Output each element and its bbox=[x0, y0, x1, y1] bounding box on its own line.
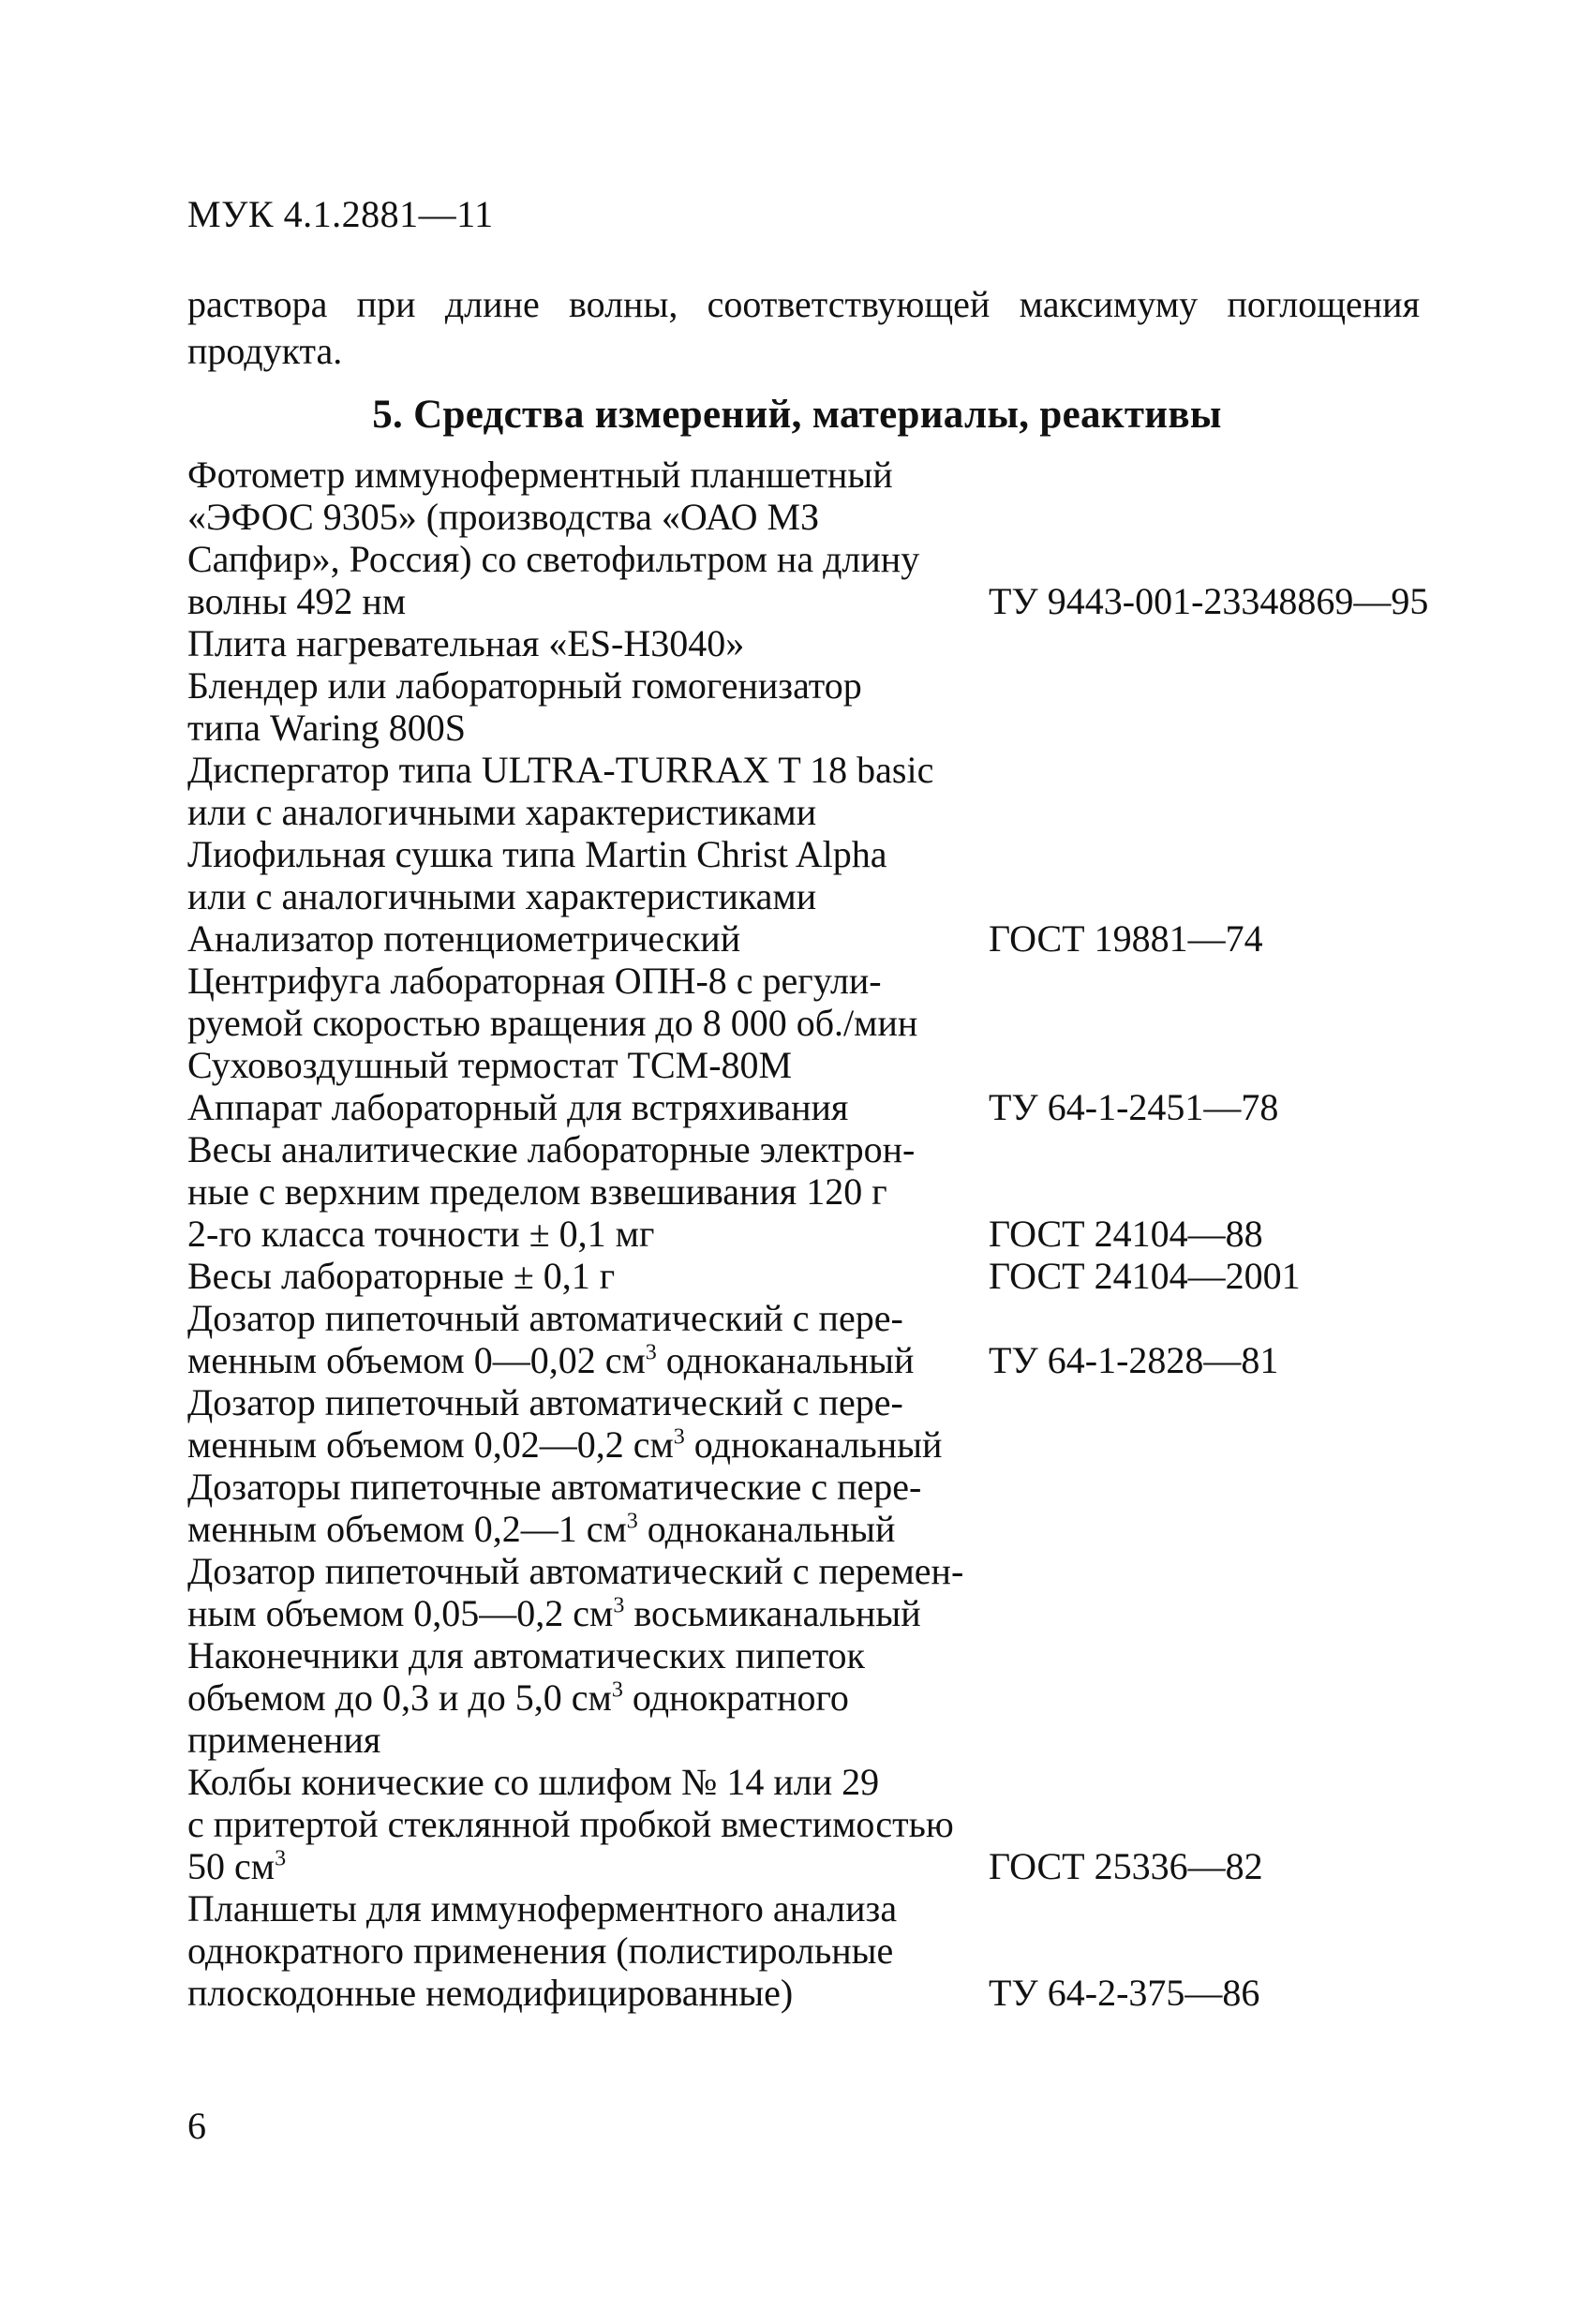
equipment-description-line: Плита нагревательная «ES-H3040» bbox=[187, 622, 745, 664]
intro-line: продукта. bbox=[187, 330, 343, 372]
equipment-description bbox=[187, 1887, 989, 2014]
intro-line: раствора при длине волны, соответствующей максимуму поглощения bbox=[187, 283, 1420, 325]
equipment-description-line: ным объемом 0,05—0,2 $см^3$ восьмиканальный bbox=[187, 1592, 921, 1634]
equipment-description-line: волны 492 нм bbox=[187, 580, 407, 622]
equipment-description-line: однократного применения (полистирольные bbox=[187, 1929, 894, 1972]
section-title: 5. Средства измерений, материалы, реактивы bbox=[372, 393, 1222, 437]
equipment-item bbox=[187, 622, 1443, 664]
equipment-description-line: Суховоздушный термостат ТСМ-80М bbox=[187, 1044, 793, 1086]
equipment-standard: ГОСТ 19881—74 bbox=[989, 917, 1263, 960]
equipment-item bbox=[187, 1466, 1443, 1550]
equipment-item bbox=[187, 664, 1443, 749]
equipment-item bbox=[187, 1255, 1443, 1297]
equipment-standard: ТУ 64-2-375—86 bbox=[989, 1972, 1260, 2014]
equipment-description bbox=[187, 1044, 989, 1086]
equipment-description bbox=[187, 622, 989, 664]
equipment-description bbox=[187, 1128, 989, 1255]
equipment-description-line: плоскодонные немодифицированные) bbox=[187, 1972, 794, 2014]
equipment-item bbox=[187, 1044, 1443, 1086]
equipment-description-line: руемой скоростью вращения до 8 000 об./мин bbox=[187, 1002, 918, 1044]
equipment-list bbox=[187, 454, 1443, 2014]
equipment-standard: ГОСТ 24104—88 bbox=[989, 1213, 1263, 1255]
equipment-description-line: или с аналогичными характеристиками bbox=[187, 791, 817, 833]
equipment-description-line: Дозаторы пипеточные автоматические с пере- bbox=[187, 1466, 922, 1508]
equipment-standard: ТУ 64-1-2451—78 bbox=[989, 1086, 1279, 1128]
intro-paragraph bbox=[187, 281, 1420, 375]
equipment-standard: ТУ 9443-001-23348869—95 bbox=[989, 580, 1429, 622]
equipment-item bbox=[187, 960, 1443, 1044]
equipment-description-line: Сапфир», Россия) со светофильтром на длину bbox=[187, 538, 920, 580]
equipment-description-line: менным объемом 0,2—1 $см^3$ одноканальный bbox=[187, 1508, 896, 1550]
equipment-description-line: Аппарат лабораторный для встряхивания bbox=[187, 1086, 849, 1128]
equipment-description-line: с притертой стеклянной пробкой вместимостью bbox=[187, 1803, 954, 1845]
equipment-item bbox=[187, 917, 1443, 960]
equipment-description-line: Фотометр иммуноферментный планшетный bbox=[187, 454, 893, 496]
equipment-description-line: Дозатор пипеточный автоматический с пере- bbox=[187, 1297, 903, 1339]
equipment-item bbox=[187, 1550, 1443, 1634]
equipment-description-line: «ЭФОС 9305» (производства «ОАО МЗ bbox=[187, 496, 820, 538]
equipment-description-line: Весы аналитические лабораторные электрон- bbox=[187, 1128, 916, 1170]
equipment-standard: ГОСТ 25336—82 bbox=[989, 1845, 1263, 1887]
equipment-item bbox=[187, 1297, 1443, 1381]
equipment-description-line: 50 $см^3$ bbox=[187, 1845, 287, 1887]
equipment-description-line: объемом до 0,3 и до 5,0 $см^3$ однократного bbox=[187, 1676, 849, 1719]
equipment-description bbox=[187, 664, 989, 749]
equipment-description-line: менным объемом 0—0,02 $см^3$ одноканальный bbox=[187, 1339, 915, 1381]
page-number: 6 bbox=[187, 2105, 206, 2147]
equipment-standard: ТУ 64-1-2828—81 bbox=[989, 1339, 1279, 1381]
equipment-description bbox=[187, 1297, 989, 1381]
equipment-item bbox=[187, 1634, 1443, 1761]
equipment-description-line: ные с верхним пределом взвешивания 120 г bbox=[187, 1170, 887, 1213]
equipment-description-line: применения bbox=[187, 1719, 381, 1761]
equipment-description-line: менным объемом 0,02—0,2 $см^3$ одноканальный bbox=[187, 1423, 943, 1466]
equipment-item bbox=[187, 454, 1443, 622]
equipment-item bbox=[187, 1086, 1443, 1128]
equipment-description bbox=[187, 1466, 989, 1550]
equipment-item bbox=[187, 833, 1443, 917]
equipment-description-line: Лиофильная сушка типа Martin Christ Alpha bbox=[187, 833, 887, 875]
equipment-description-line: Наконечники для автоматических пипеток bbox=[187, 1634, 865, 1676]
equipment-description-line: 2-го класса точности ± 0,1 мг bbox=[187, 1213, 655, 1255]
document-code: МУК 4.1.2881—11 bbox=[187, 193, 494, 235]
equipment-description bbox=[187, 1761, 989, 1887]
equipment-description bbox=[187, 1550, 989, 1634]
equipment-description-line: Блендер или лабораторный гомогенизатор bbox=[187, 664, 862, 707]
equipment-description-line: или с аналогичными характеристиками bbox=[187, 875, 817, 917]
equipment-description-line: Диспергатор типа ULTRA-TURRAX T 18 basic bbox=[187, 749, 934, 791]
equipment-description bbox=[187, 1381, 989, 1466]
equipment-description bbox=[187, 1634, 989, 1761]
equipment-description-line: Дозатор пипеточный автоматический с перемен- bbox=[187, 1550, 964, 1592]
equipment-description-line: Колбы конические со шлифом № 14 или 29 bbox=[187, 1761, 880, 1803]
equipment-description-line: типа Waring 800S bbox=[187, 707, 467, 749]
equipment-description bbox=[187, 454, 989, 622]
equipment-description bbox=[187, 833, 989, 917]
equipment-description bbox=[187, 1086, 989, 1128]
equipment-description-line: Дозатор пипеточный автоматический с пере- bbox=[187, 1381, 903, 1423]
equipment-description bbox=[187, 749, 989, 833]
equipment-description bbox=[187, 960, 989, 1044]
equipment-description-line: Центрифуга лабораторная ОПН-8 с регули- bbox=[187, 960, 882, 1002]
equipment-description bbox=[187, 917, 989, 960]
equipment-description-line: Планшеты для иммуноферментного анализа bbox=[187, 1887, 898, 1929]
equipment-item bbox=[187, 1887, 1443, 2014]
equipment-description-line: Весы лабораторные ± 0,1 г bbox=[187, 1255, 616, 1297]
equipment-item bbox=[187, 1128, 1443, 1255]
equipment-description bbox=[187, 1255, 989, 1297]
equipment-standard: ГОСТ 24104—2001 bbox=[989, 1255, 1301, 1297]
equipment-item bbox=[187, 1381, 1443, 1466]
equipment-description-line: Анализатор потенциометрический bbox=[187, 917, 741, 960]
equipment-item bbox=[187, 749, 1443, 833]
equipment-item bbox=[187, 1761, 1443, 1887]
